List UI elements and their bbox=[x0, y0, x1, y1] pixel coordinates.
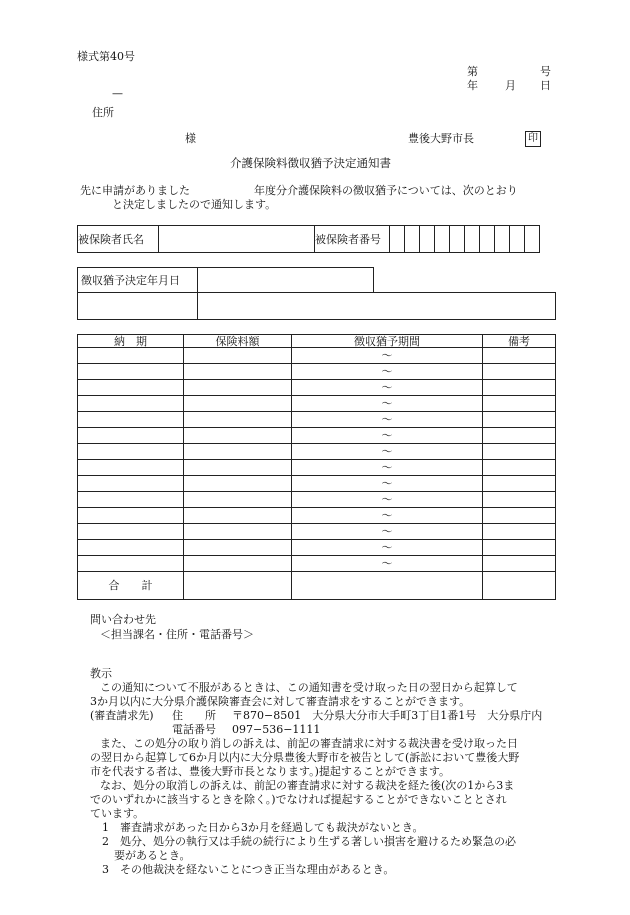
row-period: 〜 bbox=[292, 460, 483, 476]
row-period: 〜 bbox=[292, 428, 483, 444]
kyouji-p3c: ています。 bbox=[90, 807, 145, 820]
insured-number-digit bbox=[495, 226, 510, 253]
row-amount bbox=[184, 492, 292, 508]
row-remarks bbox=[483, 460, 556, 476]
kyouji-item-1: 1 審査請求があった日から3か月を経過しても裁決がないとき。 bbox=[102, 821, 424, 834]
row-nouki bbox=[78, 524, 184, 540]
row-amount bbox=[184, 428, 292, 444]
payment-row bbox=[78, 380, 556, 396]
row-period: 〜 bbox=[292, 396, 483, 412]
recipient-sama: 様 bbox=[185, 132, 196, 145]
address-label: 住所 bbox=[92, 106, 114, 119]
row-remarks bbox=[483, 380, 556, 396]
doc-no-go: 号 bbox=[540, 65, 551, 78]
decision-table bbox=[77, 267, 556, 320]
row-period: 〜 bbox=[292, 556, 483, 572]
kyouji-item-2: 2 処分、処分の執行又は手続の続行により生ずる著しい損害を避けるため緊急の必 bbox=[102, 835, 516, 848]
header-amount: 保険料額 bbox=[184, 335, 292, 348]
row-period: 〜 bbox=[292, 412, 483, 428]
payment-row bbox=[78, 492, 556, 508]
kyouji-p3b: でのいずれかに該当するときを除く。)でなければ提起することができないこととされ bbox=[90, 793, 507, 806]
decision-date-cell bbox=[198, 268, 374, 293]
kyouji-p2: また、この処分の取り消しの訴えは、前記の審査請求に対する裁決書を受け取った日 bbox=[100, 737, 518, 750]
appeal-address: 〒870−8501 大分県大分市大手町3丁目1番1号 大分県庁内 bbox=[232, 709, 543, 722]
row-nouki bbox=[78, 460, 184, 476]
row-period: 〜 bbox=[292, 508, 483, 524]
row-remarks bbox=[483, 364, 556, 380]
row-remarks bbox=[483, 476, 556, 492]
row-amount bbox=[184, 364, 292, 380]
row-period: 〜 bbox=[292, 348, 483, 364]
row-nouki bbox=[78, 492, 184, 508]
row-remarks bbox=[483, 492, 556, 508]
payment-row bbox=[78, 556, 556, 572]
row-nouki bbox=[78, 380, 184, 396]
row-period: 〜 bbox=[292, 476, 483, 492]
intro-line2: と決定しましたので通知します。 bbox=[112, 198, 277, 211]
row-remarks bbox=[483, 412, 556, 428]
payment-row bbox=[78, 412, 556, 428]
payment-row bbox=[78, 364, 556, 380]
seal-mark: 印 bbox=[525, 131, 541, 147]
row-nouki bbox=[78, 428, 184, 444]
kyouji-p2c: 市を代表する者は、豊後大野市長となります。)提起することができます。 bbox=[90, 765, 451, 778]
insured-number-digit bbox=[405, 226, 420, 253]
row-amount bbox=[184, 460, 292, 476]
contact-label: 問い合わせ先 bbox=[90, 613, 156, 626]
kyouji-p2b: の翌日から起算して6か月以内に大分県豊後大野市を被告として(訴訟において豊後大野 bbox=[90, 751, 520, 764]
row-amount bbox=[184, 476, 292, 492]
decision-date-label: 徴収猶予決定年月日 bbox=[78, 268, 198, 293]
intro-part1: 先に申請がありました bbox=[80, 184, 190, 197]
row-nouki bbox=[78, 364, 184, 380]
kyouji-item-2b: 要があるとき。 bbox=[114, 849, 191, 862]
row-period: 〜 bbox=[292, 492, 483, 508]
row-remarks bbox=[483, 396, 556, 412]
kyouji-p1b: 3か月以内に大分県介護保険審査会に対して審査請求をすることができます。 bbox=[90, 695, 471, 708]
date-day: 日 bbox=[540, 79, 551, 92]
insured-name-cell bbox=[159, 226, 315, 253]
payment-row bbox=[78, 476, 556, 492]
decision-empty bbox=[374, 268, 556, 293]
total-amount bbox=[184, 572, 292, 600]
row-remarks bbox=[483, 556, 556, 572]
row-nouki bbox=[78, 556, 184, 572]
row-nouki bbox=[78, 476, 184, 492]
issuer-name: 豊後大野市長 bbox=[408, 132, 474, 145]
appeal-address-label: (審査請求先) bbox=[90, 709, 154, 722]
header-period: 徴収猶予期間 bbox=[292, 335, 483, 348]
row-nouki bbox=[78, 348, 184, 364]
decision-extra-left bbox=[78, 293, 198, 320]
row-nouki bbox=[78, 444, 184, 460]
date-month: 月 bbox=[505, 79, 516, 92]
row-period: 〜 bbox=[292, 540, 483, 556]
insured-number-digit bbox=[435, 226, 450, 253]
payment-row bbox=[78, 508, 556, 524]
insured-number-digit bbox=[390, 226, 405, 253]
header-remarks: 備考 bbox=[483, 335, 556, 348]
row-nouki bbox=[78, 508, 184, 524]
document-title: 介護保険料徴収猶予決定通知書 bbox=[230, 156, 391, 170]
row-amount bbox=[184, 396, 292, 412]
payment-header-row bbox=[78, 335, 556, 348]
payment-table bbox=[77, 334, 556, 600]
payment-row bbox=[78, 540, 556, 556]
row-amount bbox=[184, 444, 292, 460]
contact-detail: ＜担当課名・住所・電話番号＞ bbox=[100, 628, 254, 641]
intro-part2: 年度分介護保険料の徴収猶予については、次のとおり bbox=[254, 184, 518, 197]
appeal-tel-label: 電話番号 bbox=[172, 723, 216, 736]
row-period: 〜 bbox=[292, 444, 483, 460]
row-remarks bbox=[483, 508, 556, 524]
payment-row bbox=[78, 444, 556, 460]
total-period bbox=[292, 572, 483, 600]
header-dash: — bbox=[112, 87, 123, 100]
payment-row bbox=[78, 524, 556, 540]
payment-row bbox=[78, 348, 556, 364]
doc-no-dai: 第 bbox=[467, 65, 478, 78]
insured-number-digit bbox=[450, 226, 465, 253]
row-amount bbox=[184, 412, 292, 428]
insured-number-digit bbox=[480, 226, 495, 253]
row-amount bbox=[184, 348, 292, 364]
insured-number-digit bbox=[510, 226, 525, 253]
appeal-tel: 097−536−1111 bbox=[232, 723, 321, 736]
row-amount bbox=[184, 508, 292, 524]
row-nouki bbox=[78, 540, 184, 556]
total-row bbox=[78, 572, 556, 600]
kyouji-heading: 教示 bbox=[90, 667, 112, 680]
total-remarks bbox=[483, 572, 556, 600]
row-remarks bbox=[483, 428, 556, 444]
appeal-jusho: 住 所 bbox=[172, 709, 216, 722]
row-period: 〜 bbox=[292, 524, 483, 540]
payment-row bbox=[78, 460, 556, 476]
total-label: 合 計 bbox=[78, 572, 184, 600]
kyouji-item-3: 3 その他裁決を経ないことにつき正当な理由があるとき。 bbox=[102, 863, 395, 876]
row-amount bbox=[184, 380, 292, 396]
row-remarks bbox=[483, 540, 556, 556]
insured-number-digit bbox=[420, 226, 435, 253]
kyouji-p1: この通知について不服があるときは、この通知書を受け取った日の翌日から起算して bbox=[100, 681, 518, 694]
kyouji-p3: なお、処分の取消しの訴えは、前記の審査請求に対する裁決を経た後(次の1から3ま bbox=[100, 779, 515, 792]
row-period: 〜 bbox=[292, 380, 483, 396]
payment-row bbox=[78, 428, 556, 444]
row-nouki bbox=[78, 396, 184, 412]
row-amount bbox=[184, 556, 292, 572]
row-remarks bbox=[483, 524, 556, 540]
row-nouki bbox=[78, 412, 184, 428]
header-nouki: 納 期 bbox=[78, 335, 184, 348]
payment-row bbox=[78, 396, 556, 412]
decision-extra-right bbox=[198, 293, 556, 320]
row-remarks bbox=[483, 348, 556, 364]
insured-number-digit bbox=[465, 226, 480, 253]
insured-number-digit bbox=[525, 226, 540, 253]
row-remarks bbox=[483, 444, 556, 460]
insured-name-label: 被保険者氏名 bbox=[78, 226, 159, 253]
row-amount bbox=[184, 524, 292, 540]
form-number: 様式第40号 bbox=[77, 50, 135, 63]
date-year: 年 bbox=[467, 79, 478, 92]
insured-number-label: 被保険者番号 bbox=[315, 226, 390, 253]
insured-table bbox=[77, 225, 540, 253]
row-period: 〜 bbox=[292, 364, 483, 380]
row-amount bbox=[184, 540, 292, 556]
